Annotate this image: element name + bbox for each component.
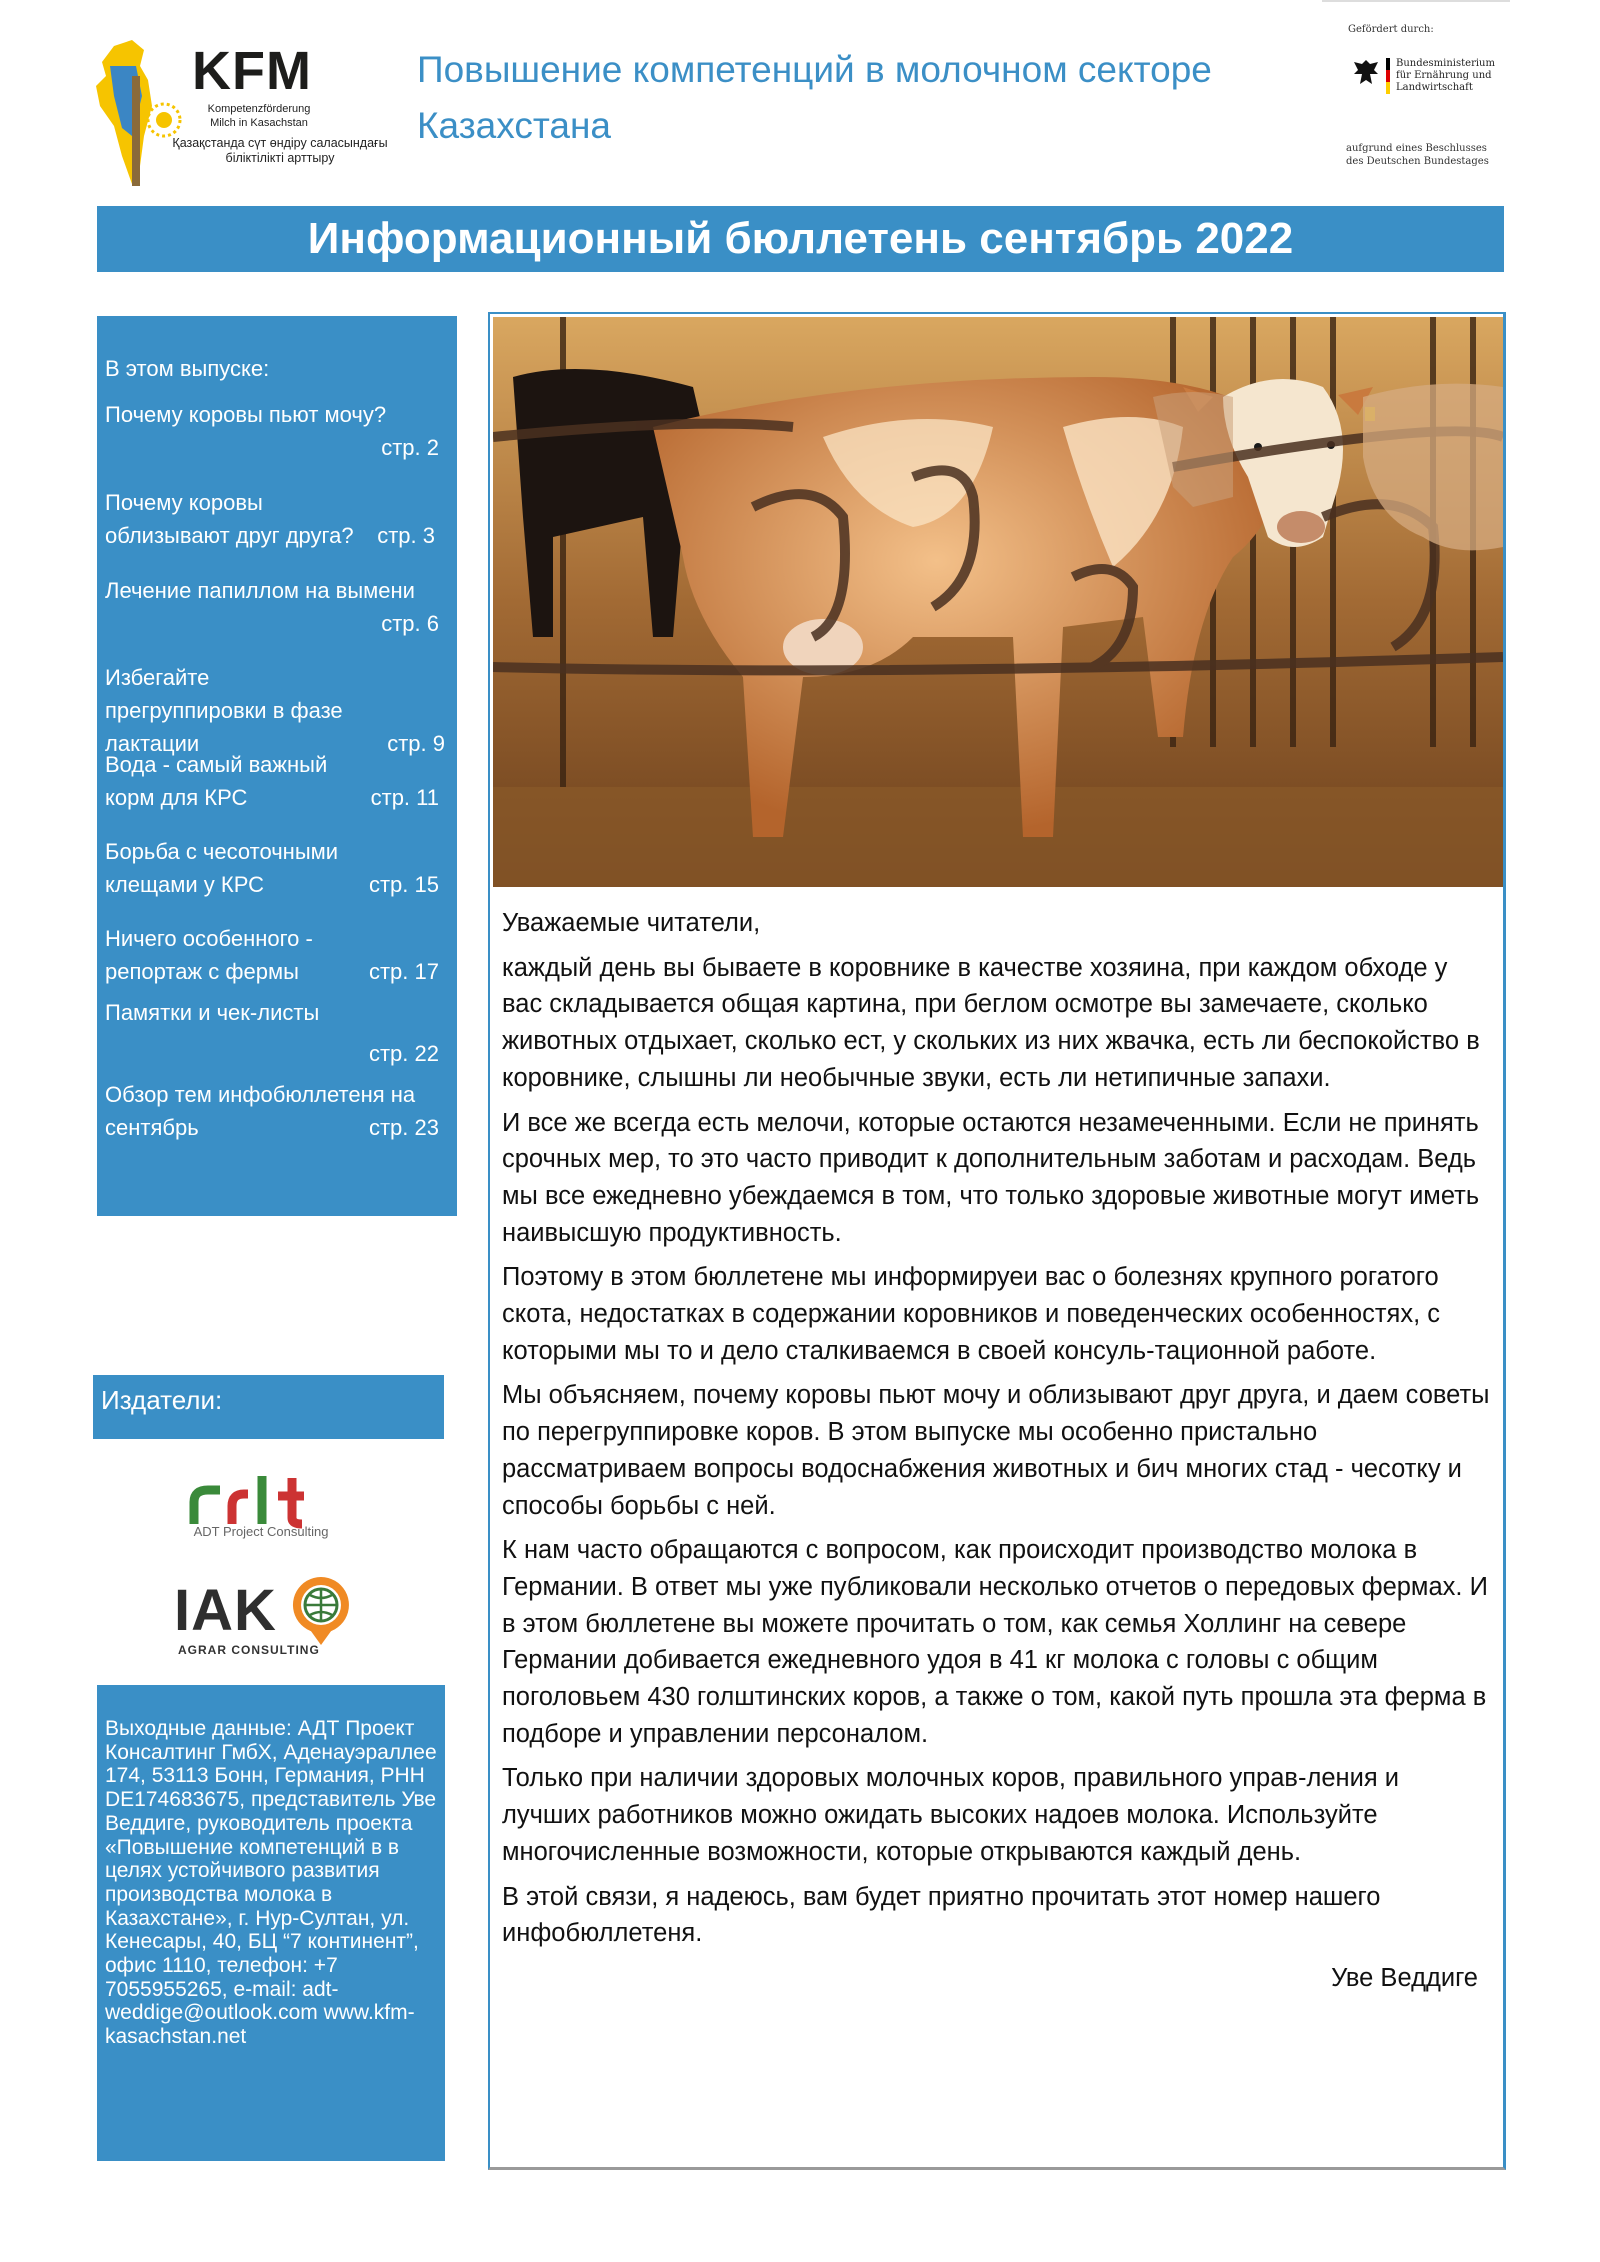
page-title: Повышение компетенций в молочном секторе Казахстана	[417, 49, 1212, 146]
cow-photo	[493, 317, 1503, 887]
ministry-name: Bundesministerium für Ernährung und Landwirtschaft	[1396, 58, 1495, 93]
toc-item-title: Вода - самый важный корм для КРС	[105, 752, 328, 810]
sponsor-block	[1322, 0, 1510, 180]
toc-item-page: стр. 15	[368, 872, 439, 897]
toc-item-page: стр. 22	[368, 1041, 439, 1066]
toc-item[interactable]	[105, 574, 450, 640]
toc-title: В этом выпуске:	[105, 356, 270, 381]
kfm-logo	[92, 36, 388, 186]
toc-item-title: Избегайте прегруппировки в фазе лактации	[105, 665, 343, 756]
editorial-box	[488, 312, 1506, 2170]
toc-item[interactable]	[105, 486, 435, 552]
toc-item-page: стр. 3	[377, 523, 435, 548]
letter-greeting: Уважаемые читатели,	[502, 909, 761, 937]
toc-item-title: Ничего особенного - репортаж с фермы	[105, 926, 313, 984]
letter-paragraph: Мы объясняем, почему коровы пьют мочу и облизывают друг друга, и даем советы по перегруппировке коров. В этом выпуске мы особенно пристально рассматриваем вопросы водоснабжения животных и бич многих стад - чесотку и способы борьбы с ней.	[502, 1381, 1490, 1520]
letter-paragraph: каждый день вы бываете в коровнике в качестве хозяина, при каждом обходе у вас складывается общая картина, при беглом осмотре вы замечаете, сколько животных отдыхает, сколько ест, у скольких из них жвачка, есть ли беспокойство в коровнике, слышны ли необычные звуки, есть ли нетипичные запахи.	[502, 953, 1480, 1092]
toc-item[interactable]	[105, 661, 445, 760]
letter-paragraph: И все же всегда есть мелочи, которые остаются незамеченными. Если не принять срочных мер, то это часто приводит к дополнительным заботам и расходам. Ведь мы все ежедневно убеждаемся в том, что только здоровые животные могут иметь наивысшую продуктивность.	[502, 1108, 1480, 1247]
iak-name: IAK	[174, 1578, 277, 1643]
toc-item-title: Почему коровы пьют мочу?	[105, 402, 387, 427]
logo-kfm-text: KFM	[192, 41, 312, 101]
toc-item-title: Борьба с чесоточными клещами у КРС	[105, 839, 339, 897]
german-flag-icon	[1386, 58, 1390, 94]
letter-signature: Уве Веддиге	[1331, 1963, 1478, 1992]
toc-item[interactable]	[105, 996, 450, 1070]
letter-paragraph: Только при наличии здоровых молочных коров, правильного управ-ления и лучших работников можно ожидать высоких надоев молока. Используйте многочисленные возможности, которые открываются каждый день.	[502, 1764, 1399, 1866]
eagle-icon	[1352, 58, 1380, 88]
toc-item[interactable]	[105, 748, 450, 814]
letter-paragraph: Поэтому в этом бюллетене мы информируеи вас о болезнях крупного рогатого скота, недостатках в содержании коровников и поведенческих особенностях, с которыми мы то и дело сталкиваемся в своей консуль-тационной работе.	[502, 1263, 1440, 1365]
toc-item[interactable]	[105, 398, 450, 464]
adt-caption: ADT Project Consulting	[193, 1524, 329, 1539]
sponsor-top-text: Gefördert durch:	[1348, 24, 1434, 35]
letter-paragraph: К нам часто обращаются с вопросом, как происходит производство молока в Германии. В ответ мы уже публиковали несколько отчетов о передовых фермах. И в этом бюллетене вы можете прочитать о том, как семья Холлинг на севере Германии добивается ежедневного удоя в 41 кг молока с головы с общим поголовьем 430 голштинских коров, а также о том, какой путь прошла эта ферма в подборе и управлении персоналом.	[502, 1536, 1488, 1748]
table-of-contents	[97, 316, 457, 1216]
toc-item-title: Обзор тем инфобюллетеня на сентябрь	[105, 1082, 416, 1140]
publishers-heading: Издатели:	[93, 1375, 444, 1439]
toc-item-page: стр. 6	[381, 611, 439, 636]
sponsor-bottom-text: aufgrund eines Beschlusses des Deutschen Bundestages	[1346, 143, 1489, 167]
toc-item[interactable]	[105, 922, 450, 988]
toc-item-page: стр. 2	[381, 435, 439, 460]
toc-item-page: стр. 17	[368, 959, 439, 984]
newsletter-banner: Информационный бюллетень сентябрь 2022	[97, 206, 1504, 272]
letter-paragraph: В этой связи, я надеюсь, вам будет приятно прочитать этот номер нашего инфобюллетеня.	[502, 1882, 1381, 1948]
toc-item-title: Памятки и чек-листы	[105, 1000, 320, 1025]
iak-caption: AGRAR CONSULTING	[178, 1643, 320, 1657]
toc-item[interactable]	[105, 835, 450, 901]
toc-item-page: стр. 9	[387, 731, 445, 756]
globe-pin-icon	[290, 1575, 352, 1647]
toc-item-title: Почему коровы облизывают друг друга?	[105, 490, 354, 548]
toc-item[interactable]	[105, 1078, 450, 1144]
toc-item-page: стр. 11	[370, 785, 439, 810]
logo-subtitle: Kompetenzförderung Milch in Kasachstan	[207, 103, 311, 129]
imprint-block: Выходные данные: АДТ Проект Консалтинг ГмбХ, Аденауэраллее 174, 53113 Бонн, Германия, РНН DE174683675, представитель Уве Веддиге, руководитель проекта «Повышение компетенций в в целях устойчивого развития производства молока в Казахстане», г. Нур-Султан, ул. Кенесары, 40, БЦ “7 континент”, офис 1110, телефон: +7 7055955265, e-mail: adt-weddige@outlook.com www.kfm-kasachstan.net	[97, 1685, 445, 2161]
toc-item-title: Лечение папиллом на вымени	[105, 578, 415, 603]
logo-kazakh-subtitle: Қазақстанда сүт өндіру саласындағы біліктілікті арттыру	[172, 136, 388, 165]
toc-item-page: стр. 23	[368, 1115, 439, 1140]
editorial-letter	[502, 905, 1494, 2005]
